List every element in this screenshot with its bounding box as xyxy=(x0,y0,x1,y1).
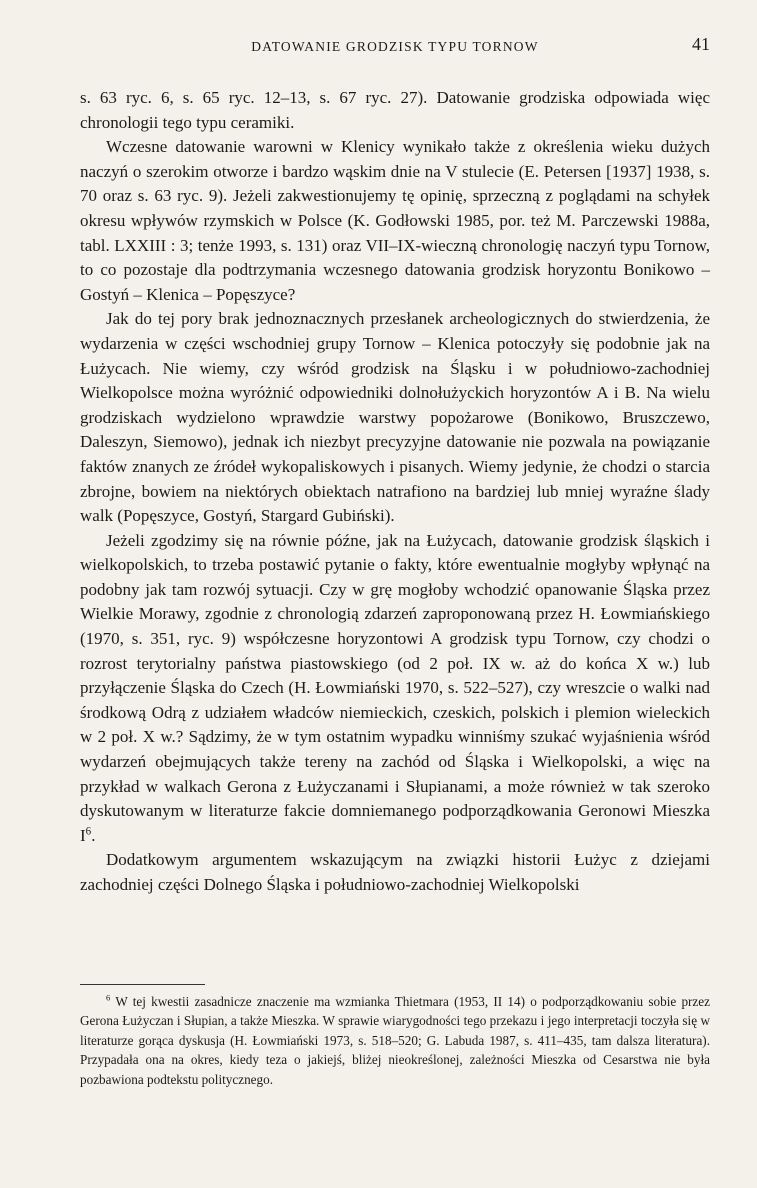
footnote xyxy=(80,992,710,1089)
paragraph-3: Jak do tej pory brak jednoznacznych przesłanek archeologicznych do stwierdzenia, że wydarzenia w części wschodniej grupy Tornow – Klenica potoczyły się podobnie jak na Łużycach. Nie wiemy, czy wśród grodzisk na Śląsku i w południowo-zachodniej Wielkopolsce można wyróżnić odpowiedniki dolnołużyckich horyzontów A i B. Na wielu grodziskach wydzielono wprawdzie warstwy popożarowe (Bonikowo, Bruszczewo, Daleszyn, Siemowo), jednak ich niezbyt precyzyjne datowanie nie pozwala na powiązanie faktów znanych ze źródeł wykopaliskowych i pisanych. Wiemy jedynie, że chodzi o starcia zbrojne, bowiem na niektórych obiektach natrafiono na bardziej lub mniej wyraźne ślady walk (Popęszyce, Gostyń, Stargard Gubiński). xyxy=(80,309,710,526)
paragraph-4-text: Jeżeli zgodzimy się na równie późne, jak na Łużycach, datowanie grodzisk śląskich i wielkopolskich, to trzeba postawić pytanie o fakty, które ewentualnie mogłyby wpłynąć na podobny jak tam rozwój sytuacji. Czy w grę mogłoby wchodzić opanowanie Śląska przez Wielkie Morawy, zgodnie z chronologią zdarzeń zaproponowaną przez H. Łowmiańskiego (1970, s. 351, ryc. 9) współczesne horyzontowi A grodzisk typu Tornow, czy chodzi o rozrost terytorialny państwa piastowskiego (od 2 poł. IX w. aż do końca X w.) lub przyłączenie Śląska do Czech (H. Łowmiański 1970, s. 522–527), czy wreszcie o walki nad środkową Odrą z udziałem władców niemieckich, czeskich, polskich i plemion wieleckich w 2 poł. X w.? Sądzimy, że w tym ostatnim wypadku winniśmy szukać wyjaśnienia wśród wydarzeń obejmujących także tereny na zachód od Śląska i Wielkopolski, a więc na przykład w walkach Gerona z Łużyczanami i Słupianami, a może również w tak szeroko dyskutowanym w literaturze fakcie domniemanego podporządkowania Geronowi Mieszka I xyxy=(80,530,710,845)
footnote-paragraph xyxy=(80,992,710,1089)
paragraph-4: Jeżeli zgodzimy się na równie późne, jak na Łużycach, datowanie grodzisk śląskich i wielkopolskich, to trzeba postawić pytanie o fakty, które ewentualnie mogłyby wpłynąć na podobny jak tam rozwój sytuacji. Czy w grę mogłoby wchodzić opanowanie Śląska przez Wielkie Morawy, zgodnie z chronologią zdarzeń zaproponowaną przez H. Łowmiańskiego (1970, s. 351, ryc. 9) współczesne horyzontowi A grodzisk typu Tornow, czy chodzi o rozrost terytorialny państwa piastowskiego (od 2 poł. IX w. aż do końca X w.) lub przyłączenie Śląska do Czech (H. Łowmiański 1970, s. 522–527), czy wreszcie o walki nad środkową Odrą z udziałem władców niemieckich, czeskich, polskich i plemion wieleckich w 2 poł. X w.? Sądzimy, że w tym ostatnim wypadku winniśmy szukać wyjaśnienia wśród wydarzeń obejmujących także tereny na zachód od Śląska i Wielkopolski, a więc na przykład w walkach Gerona z Łużyczanami i Słupianami, a może również w tak szeroko dyskutowanym w literaturze fakcie domniemanego podporządkowania Geronowi Mieszka $I^6$. xyxy=(80,530,710,845)
footnote-reference: 6 xyxy=(85,825,92,838)
running-title: DATOWANIE GRODZISK TYPU TORNOW xyxy=(251,39,539,54)
page-header xyxy=(80,34,710,64)
paragraph-5: Dodatkowym argumentem wskazującym na związki historii Łużyc z dziejami zachodniej części Dolnego Śląska i południowo-zachodniej Wielkopolski xyxy=(80,850,710,894)
footnote-divider xyxy=(80,984,205,985)
footnote-text: W tej kwestii zasadnicze znaczenie ma wzmianka Thietmara (1953, II 14) o podporządkowaniu sobie przez Gerona Łużyczan i Słupian, a także Mieszka. W sprawie wiarygodności tego przekazu i jego interpretacji toczyła się w literaturze gorąca dyskusja (H. Łowmiański 1973, s. 518–520; G. Labuda 1987, s. 411–435, tam dalsza literatura). Przypadała ona na okres, kiedy teza o jakiejś, bliżej nieokreślonej, zależności Mieszka od Cesarstwa nie była pozbawiona podtekstu politycznego. xyxy=(80,994,710,1087)
body-text xyxy=(80,86,710,898)
page-number: 41 xyxy=(692,34,710,54)
footnote-marker: 6 xyxy=(106,992,111,1003)
paragraph-1: s. 63 ryc. 6, s. 65 ryc. 12–13, s. 67 ryc. 27). Datowanie grodziska odpowiada więc chronologii tego typu ceramiki. xyxy=(80,88,710,132)
paragraph-2: Wczesne datowanie warowni w Klenicy wynikało także z określenia wieku dużych naczyń o szerokim otworze i bardzo wąskim dnie na V stulecie (E. Petersen [1937] 1938, s. 70 oraz s. 63 ryc. 9). Jeżeli zakwestionujemy tę opinię, sprzeczną z poglądami na schyłek okresu wpływów rzymskich w Polsce (K. Godłowski 1985, por. też M. Parczewski 1988a, tabl. LXXIII : 3; tenże 1993, s. 131) oraz VII–IX-wieczną chronologię naczyń typu Tornow, to co pozostaje dla podtrzymania wczesnego datowania grodzisk horyzontu Bonikowo – Gostyń – Klenica – Popęszyce? xyxy=(80,137,710,304)
